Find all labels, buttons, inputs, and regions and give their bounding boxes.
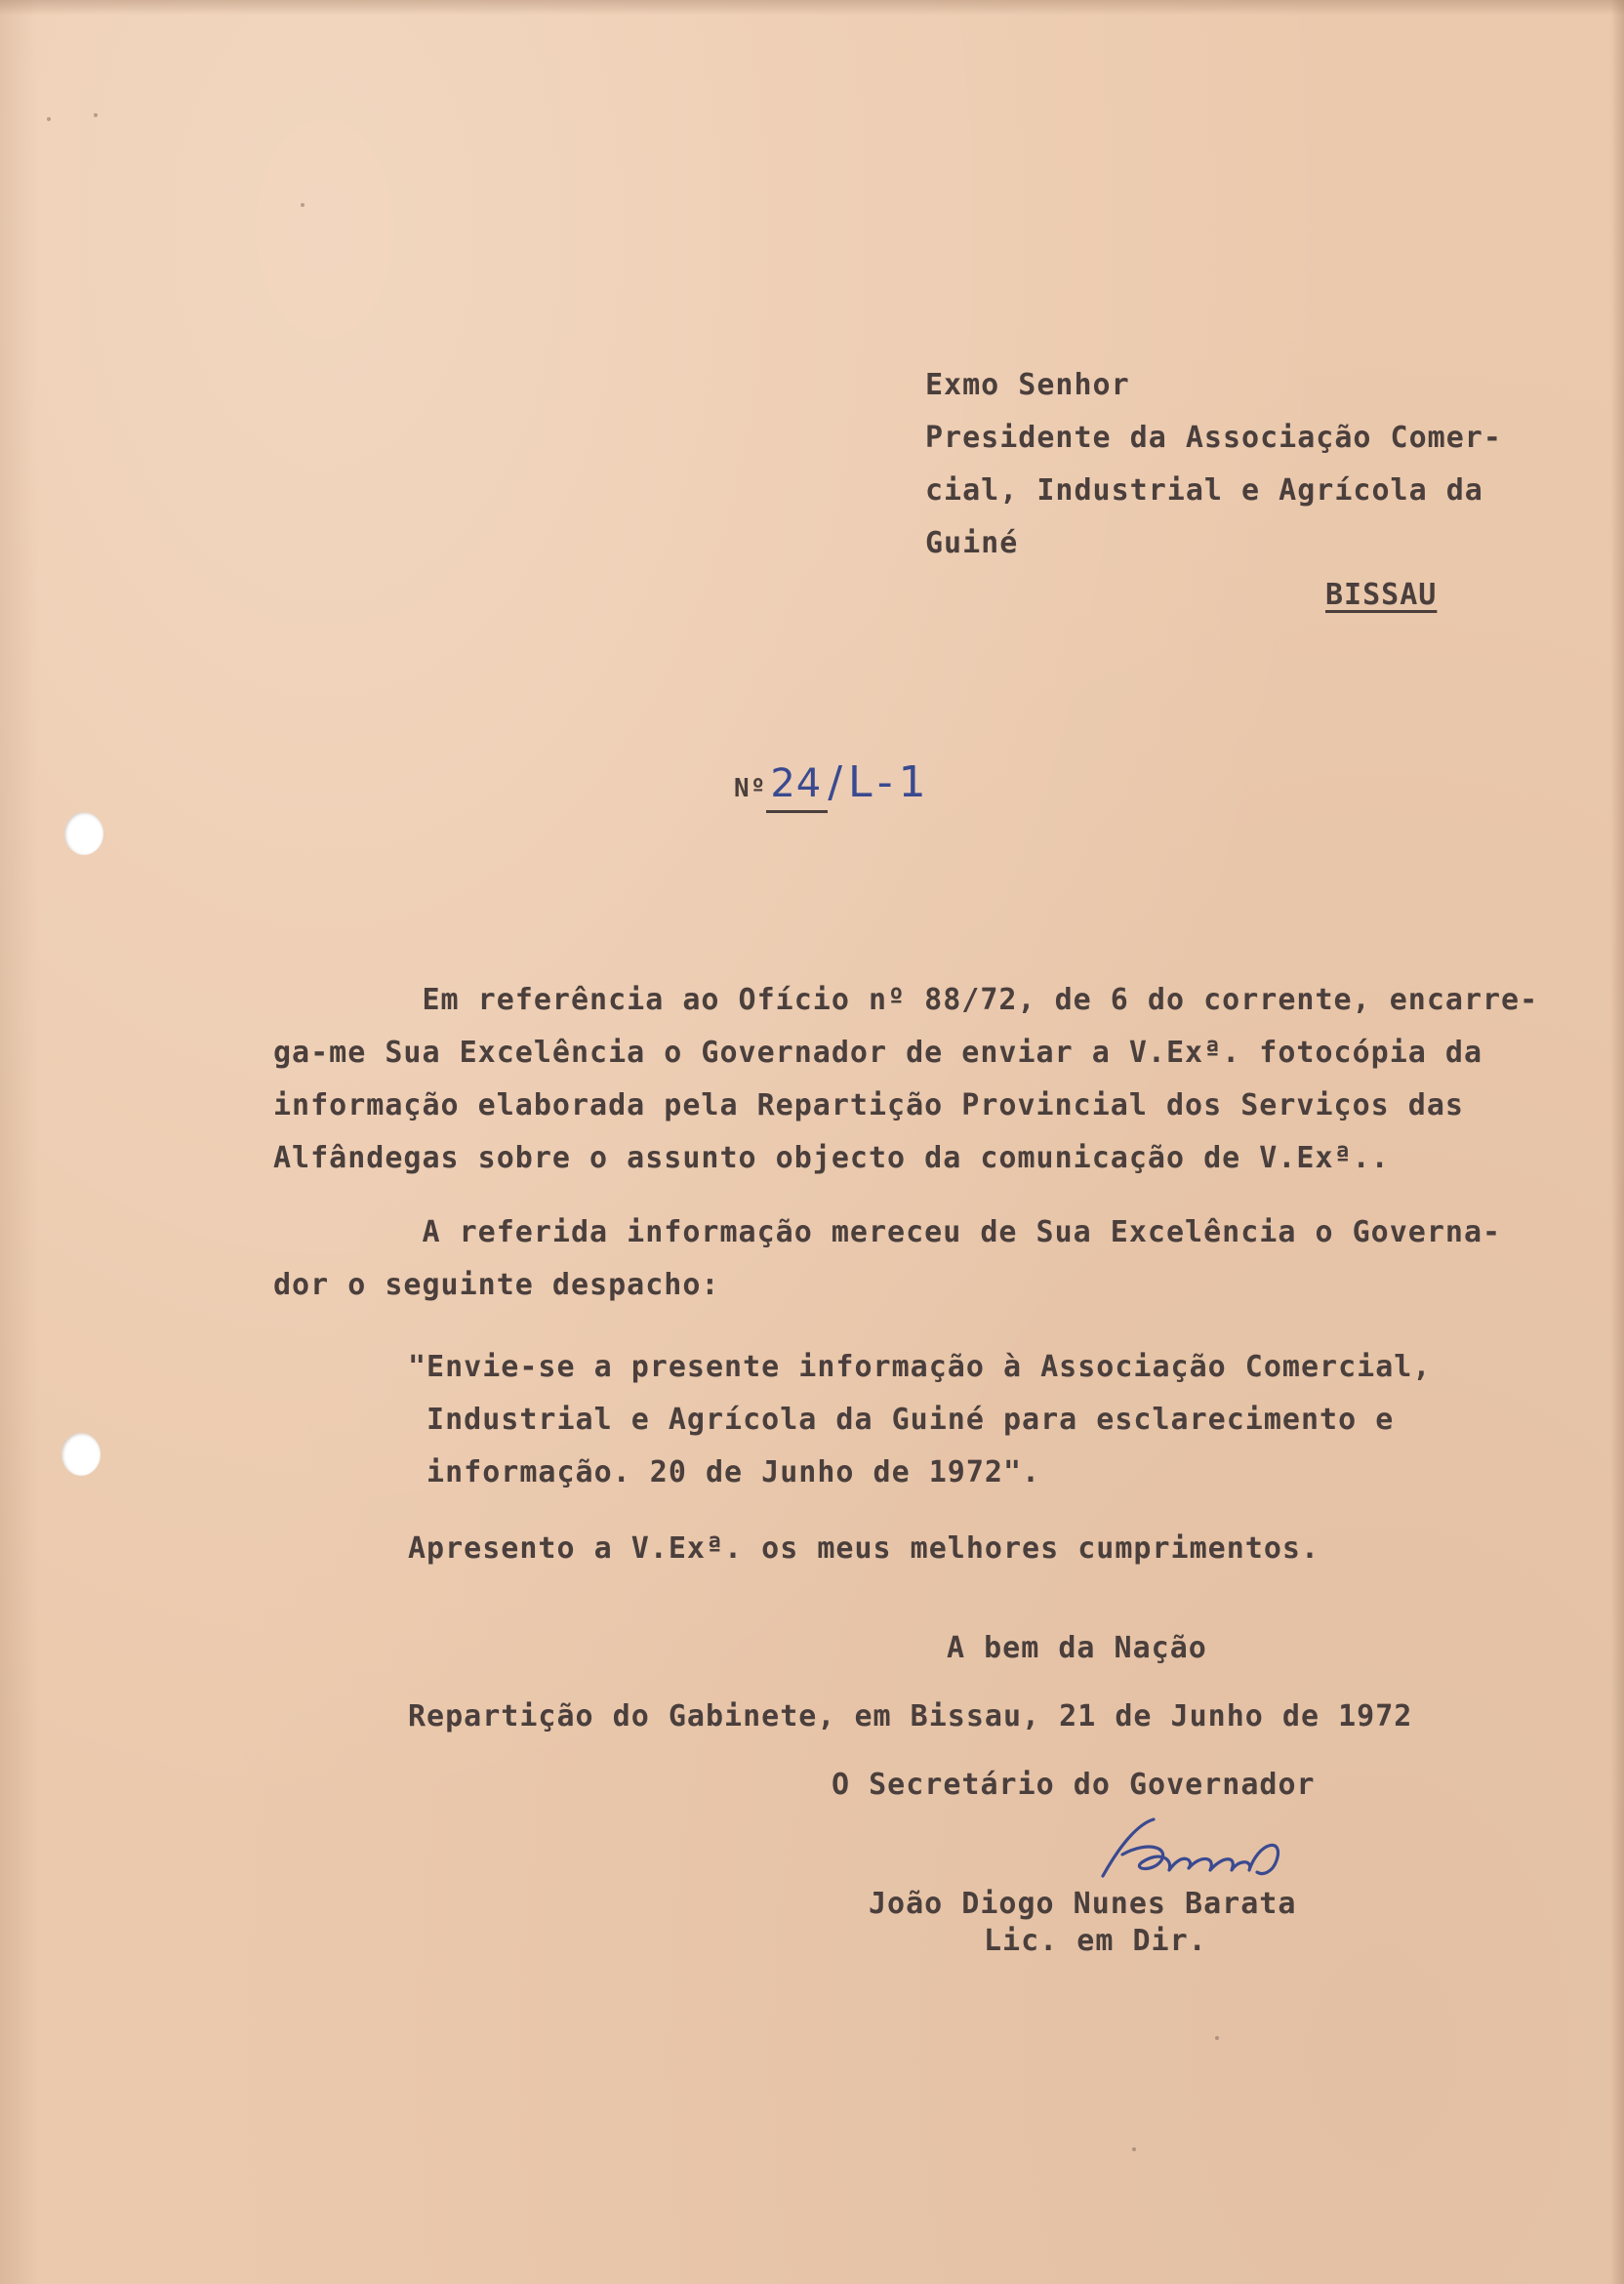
paper-speck bbox=[1215, 2036, 1219, 2040]
signatory-name: João Diogo Nunes Barata bbox=[869, 1887, 1297, 1921]
punch-hole-upper bbox=[64, 812, 103, 855]
body-paragraph-2: A referida informação mereceu de Sua Excelência o Governa- dor o seguinte despacho: bbox=[273, 1215, 1502, 1302]
recipient-city: BISSAU bbox=[1325, 578, 1438, 612]
valediction: A bem da Nação bbox=[947, 1631, 1207, 1665]
recipient-line-3: cial, Industrial e Agrícola da bbox=[925, 473, 1483, 508]
signatory-title: O Secretário do Governador bbox=[832, 1768, 1316, 1802]
quoted-dispatch: "Envie-se a presente informação à Associação Comercial, Industrial e Agrícola da Guiné para esclarecimento e informação. 20 de Junho de 1972". bbox=[408, 1350, 1432, 1489]
paper-speck bbox=[94, 113, 98, 117]
reference-handwritten-suffix: /L-1 bbox=[828, 757, 932, 807]
reference-number bbox=[734, 756, 932, 815]
recipient-block bbox=[925, 359, 1502, 570]
handwritten-signature bbox=[1093, 1812, 1318, 1890]
paper-edge-top bbox=[0, 0, 1624, 16]
paper-speck bbox=[47, 117, 51, 121]
reference-number-value: 24 bbox=[766, 757, 828, 813]
paper-speck bbox=[301, 203, 304, 207]
signatory-degree: Lic. em Dir. bbox=[984, 1924, 1207, 1958]
punch-hole-lower bbox=[61, 1433, 101, 1476]
paper-speck bbox=[1132, 2147, 1136, 2151]
recipient-line-2: Presidente da Associação Comer- bbox=[925, 421, 1502, 455]
closing-line: Apresento a V.Exª. os meus melhores cumprimentos. bbox=[408, 1531, 1320, 1566]
recipient-line-1: Exmo Senhor bbox=[925, 368, 1130, 402]
body-paragraph-1: Em referência ao Ofício nº 88/72, de 6 do corrente, encarre- ga-me Sua Excelência o Governador de enviar a V.Exª. fotocópia da informação elaborada pela Repartição Provincial dos Serviços das Alfândegas sobre o assunto objecto da comunicação de V.Exª.. bbox=[273, 983, 1539, 1175]
recipient-line-4: Guiné bbox=[925, 526, 1019, 560]
reference-label: Nº bbox=[734, 774, 767, 803]
paper-edge-right bbox=[1610, 0, 1624, 2284]
dateline: Repartição do Gabinete, em Bissau, 21 de Junho de 1972 bbox=[408, 1699, 1413, 1733]
